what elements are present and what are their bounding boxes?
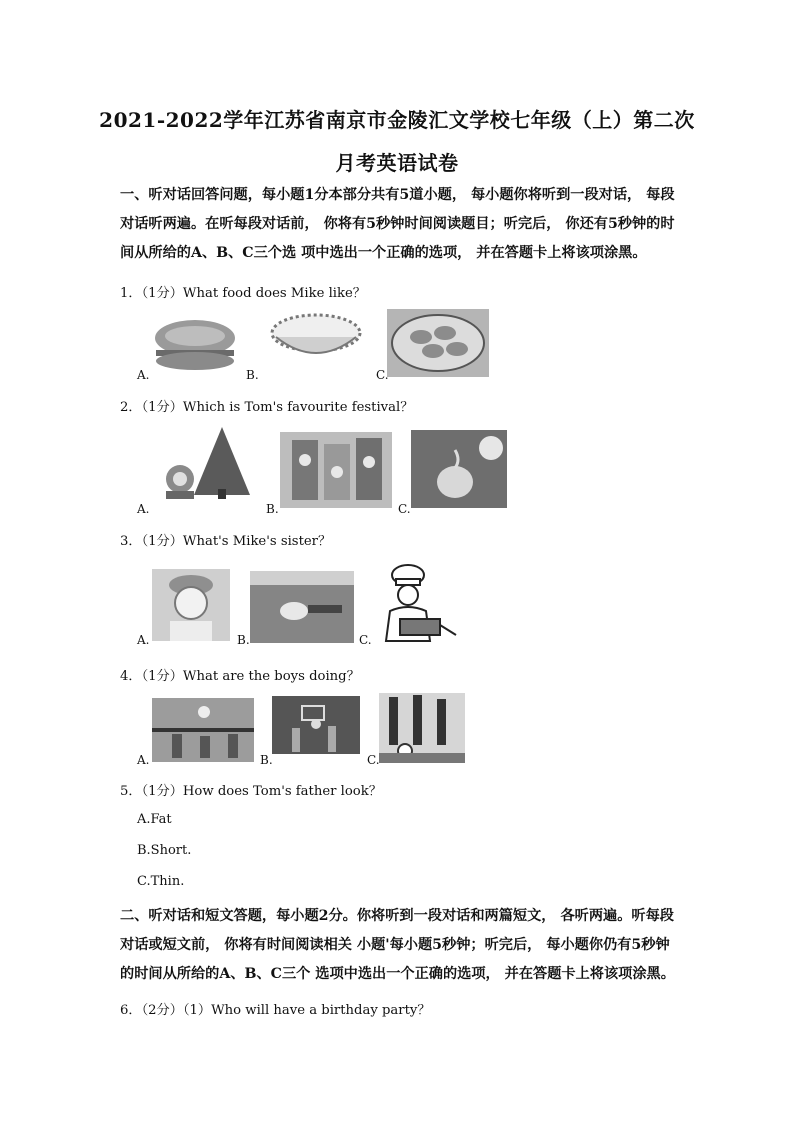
volleyball-picture [152,698,254,762]
nurse-picture [152,569,230,641]
exam-title-line2: 月考英语试卷 [335,151,459,175]
q1-option-a: A. [137,368,150,382]
pilot-picture [250,571,354,643]
question-5: 5．（1分）How does Tom's father look？ [120,784,382,799]
q5-option-a: A.Fat [137,812,172,827]
q5-option-c: C.Thin. [137,874,185,889]
dumplings-plate-picture [387,309,489,377]
q4-option-a: A. [137,753,150,767]
football-picture [379,693,465,763]
q4-option-c: C. [367,753,380,767]
q5-option-b: B.Short. [137,843,192,858]
cook-picture [370,563,458,643]
question-2: 2．（1分）Which is Tom's favourite festival？ [120,400,414,415]
question-3: 3．（1分）What's Mike's sister？ [120,534,332,549]
q1-option-b: B. [246,368,259,382]
q3-option-a: A. [137,633,150,647]
q1-option-c: C. [376,368,389,382]
q3-option-c: C. [359,633,372,647]
hamburger-picture [152,316,238,374]
q2-option-c: C. [398,502,411,516]
christmas-tree-picture [160,425,254,501]
q2-option-a: A. [137,502,150,516]
basketball-picture [272,696,360,754]
halloween-pumpkin-picture [411,430,507,508]
question-4: 4．（1分）What are the boys doing？ [120,669,360,684]
rice-bowl-picture [266,311,366,363]
spring-festival-picture [280,432,392,508]
q2-option-b: B. [266,502,279,516]
section1-instructions: 一、听对话回答问题，每小题1分本部分共有5道小题， 每小题你将听到一段对话， 每段对话听两遍。在听每段对话前， 你将有5秒钟时间阅读题目；听完后， 你还有5秒钟的时间从所给的A、B、C三个选 项中选出一个正确的选项， 并在答题卡上将该项涂黑。 [120,187,675,261]
question-6: 6．（2分）（1）Who will have a birthday party？ [120,1003,431,1018]
question-1: 1．（1分）What food does Mike like？ [120,286,366,301]
q4-option-b: B. [260,753,273,767]
exam-title-line1: 2021-2022学年江苏省南京市金陵汇文学校七年级（上）第二次 [99,108,695,132]
q3-option-b: B. [237,633,250,647]
section2-instructions: 二、听对话和短文答题，每小题2分。你将听到一段对话和两篇短文， 各听两遍。听每段对话或短文前， 你将有时间阅读相关 小题'每小题5秒钟；听完后， 每小题你仍有5秒钟的时间从所给的A、B、C三个 选项中选出一个正确的选项， 并在答题卡上将该项涂黑。 [120,908,675,982]
